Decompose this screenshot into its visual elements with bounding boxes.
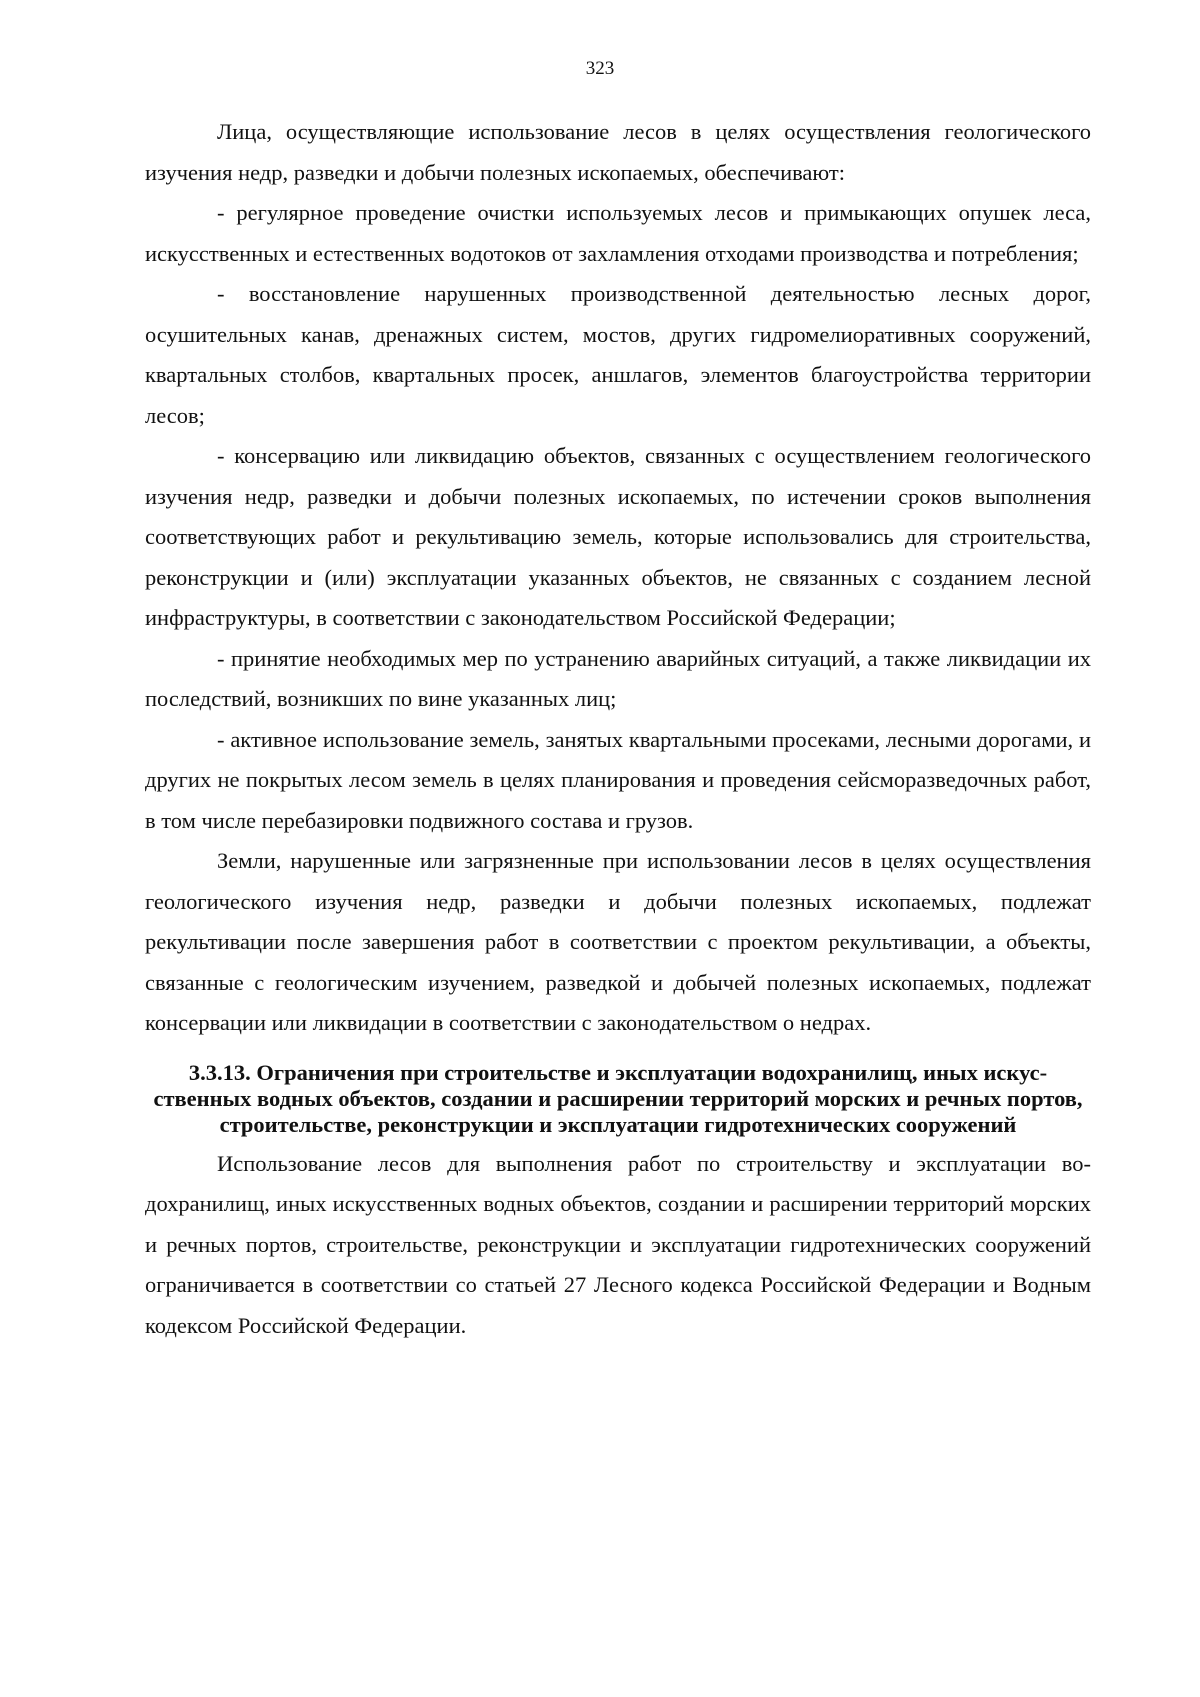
page-content: [145, 112, 1091, 1346]
paragraph-section-body: Использование лесов для выполнения работ по строительству и эксплуатации водохранилищ, иных искусственных водных объектов, создании и расширении территорий морских и речных портов, строительстве, реконструкции и эксплуатации гидротехнических сооружений ограничивается в соответствии со статьей 27 Лесного кодекса Российской Федерации и Водным кодексом Российской Федерации.: [145, 1150, 1091, 1338]
paragraph-reclamation: Земли, нарушенные или загрязненные при использовании лесов в целях осуществления геологического изучения недр, разведки и добычи полезных ископаемых, подлежат рекультивации после завершения работ в соответствии с проектом рекультивации, а объекты, связанные с геологическим изучением, разведкой и добычей полезных ископаемых, подлежат консервации или ликвидации в соответствии с законодательством о недрах.: [145, 848, 1091, 1035]
list-item-conservation: - консервацию или ликвидацию объектов, связанных с осуществлением геологического изучения недр, разведки и добычи полезных ископаемых, по истечении сроков выполнения соответствующих работ и рекультивацию земель, которые использовались для строительства, реконструкции и (или) эксплуатации указанных объектов, не связанных с созданием лесной инфраструктуры, в соответствии с законодательством Российской Федерации;: [145, 443, 1091, 630]
list-item-cleaning: - регулярное проведение очистки используемых лесов и примыкающих опушек леса, искусственных и естественных водотоков от захламления отходами производства и потребления;: [145, 200, 1091, 266]
section-heading: 3.3.13. Ограничения при строительстве и эксплуатации водохранилищ, иных искусственных водных объектов, создании и расширении территорий морских и речных портов, строительстве, реконструкции и эксплуатации гидротехнических сооружений: [153, 1059, 1083, 1137]
page-number: 323: [585, 58, 615, 79]
list-item-restoration: - восстановление нарушенных производственной деятельностью лесных дорог, осушительных канав, дренажных систем, мостов, других гидромелиоративных сооружений, квартальных столбов, квартальных просек, аншлагов, элементов благоустройства территории лесов;: [145, 281, 1091, 428]
paragraph-intro: Лица, осуществляющие использование лесов в целях осуществления геологического изучения недр, разведки и добычи полезных ископаемых, обеспечивают:: [145, 119, 1091, 185]
list-item-emergency: - принятие необходимых мер по устранению аварийных ситуаций, а также ликвидации их последствий, возникших по вине указанных лиц;: [145, 645, 1091, 711]
list-item-active-use: - активное использование земель, занятых квартальными просеками, лесными дорогами, и других не покрытых лесом земель в целях планирования и проведения сейсморазведочных работ, в том числе перебазировки подвижного состава и грузов.: [145, 726, 1091, 833]
